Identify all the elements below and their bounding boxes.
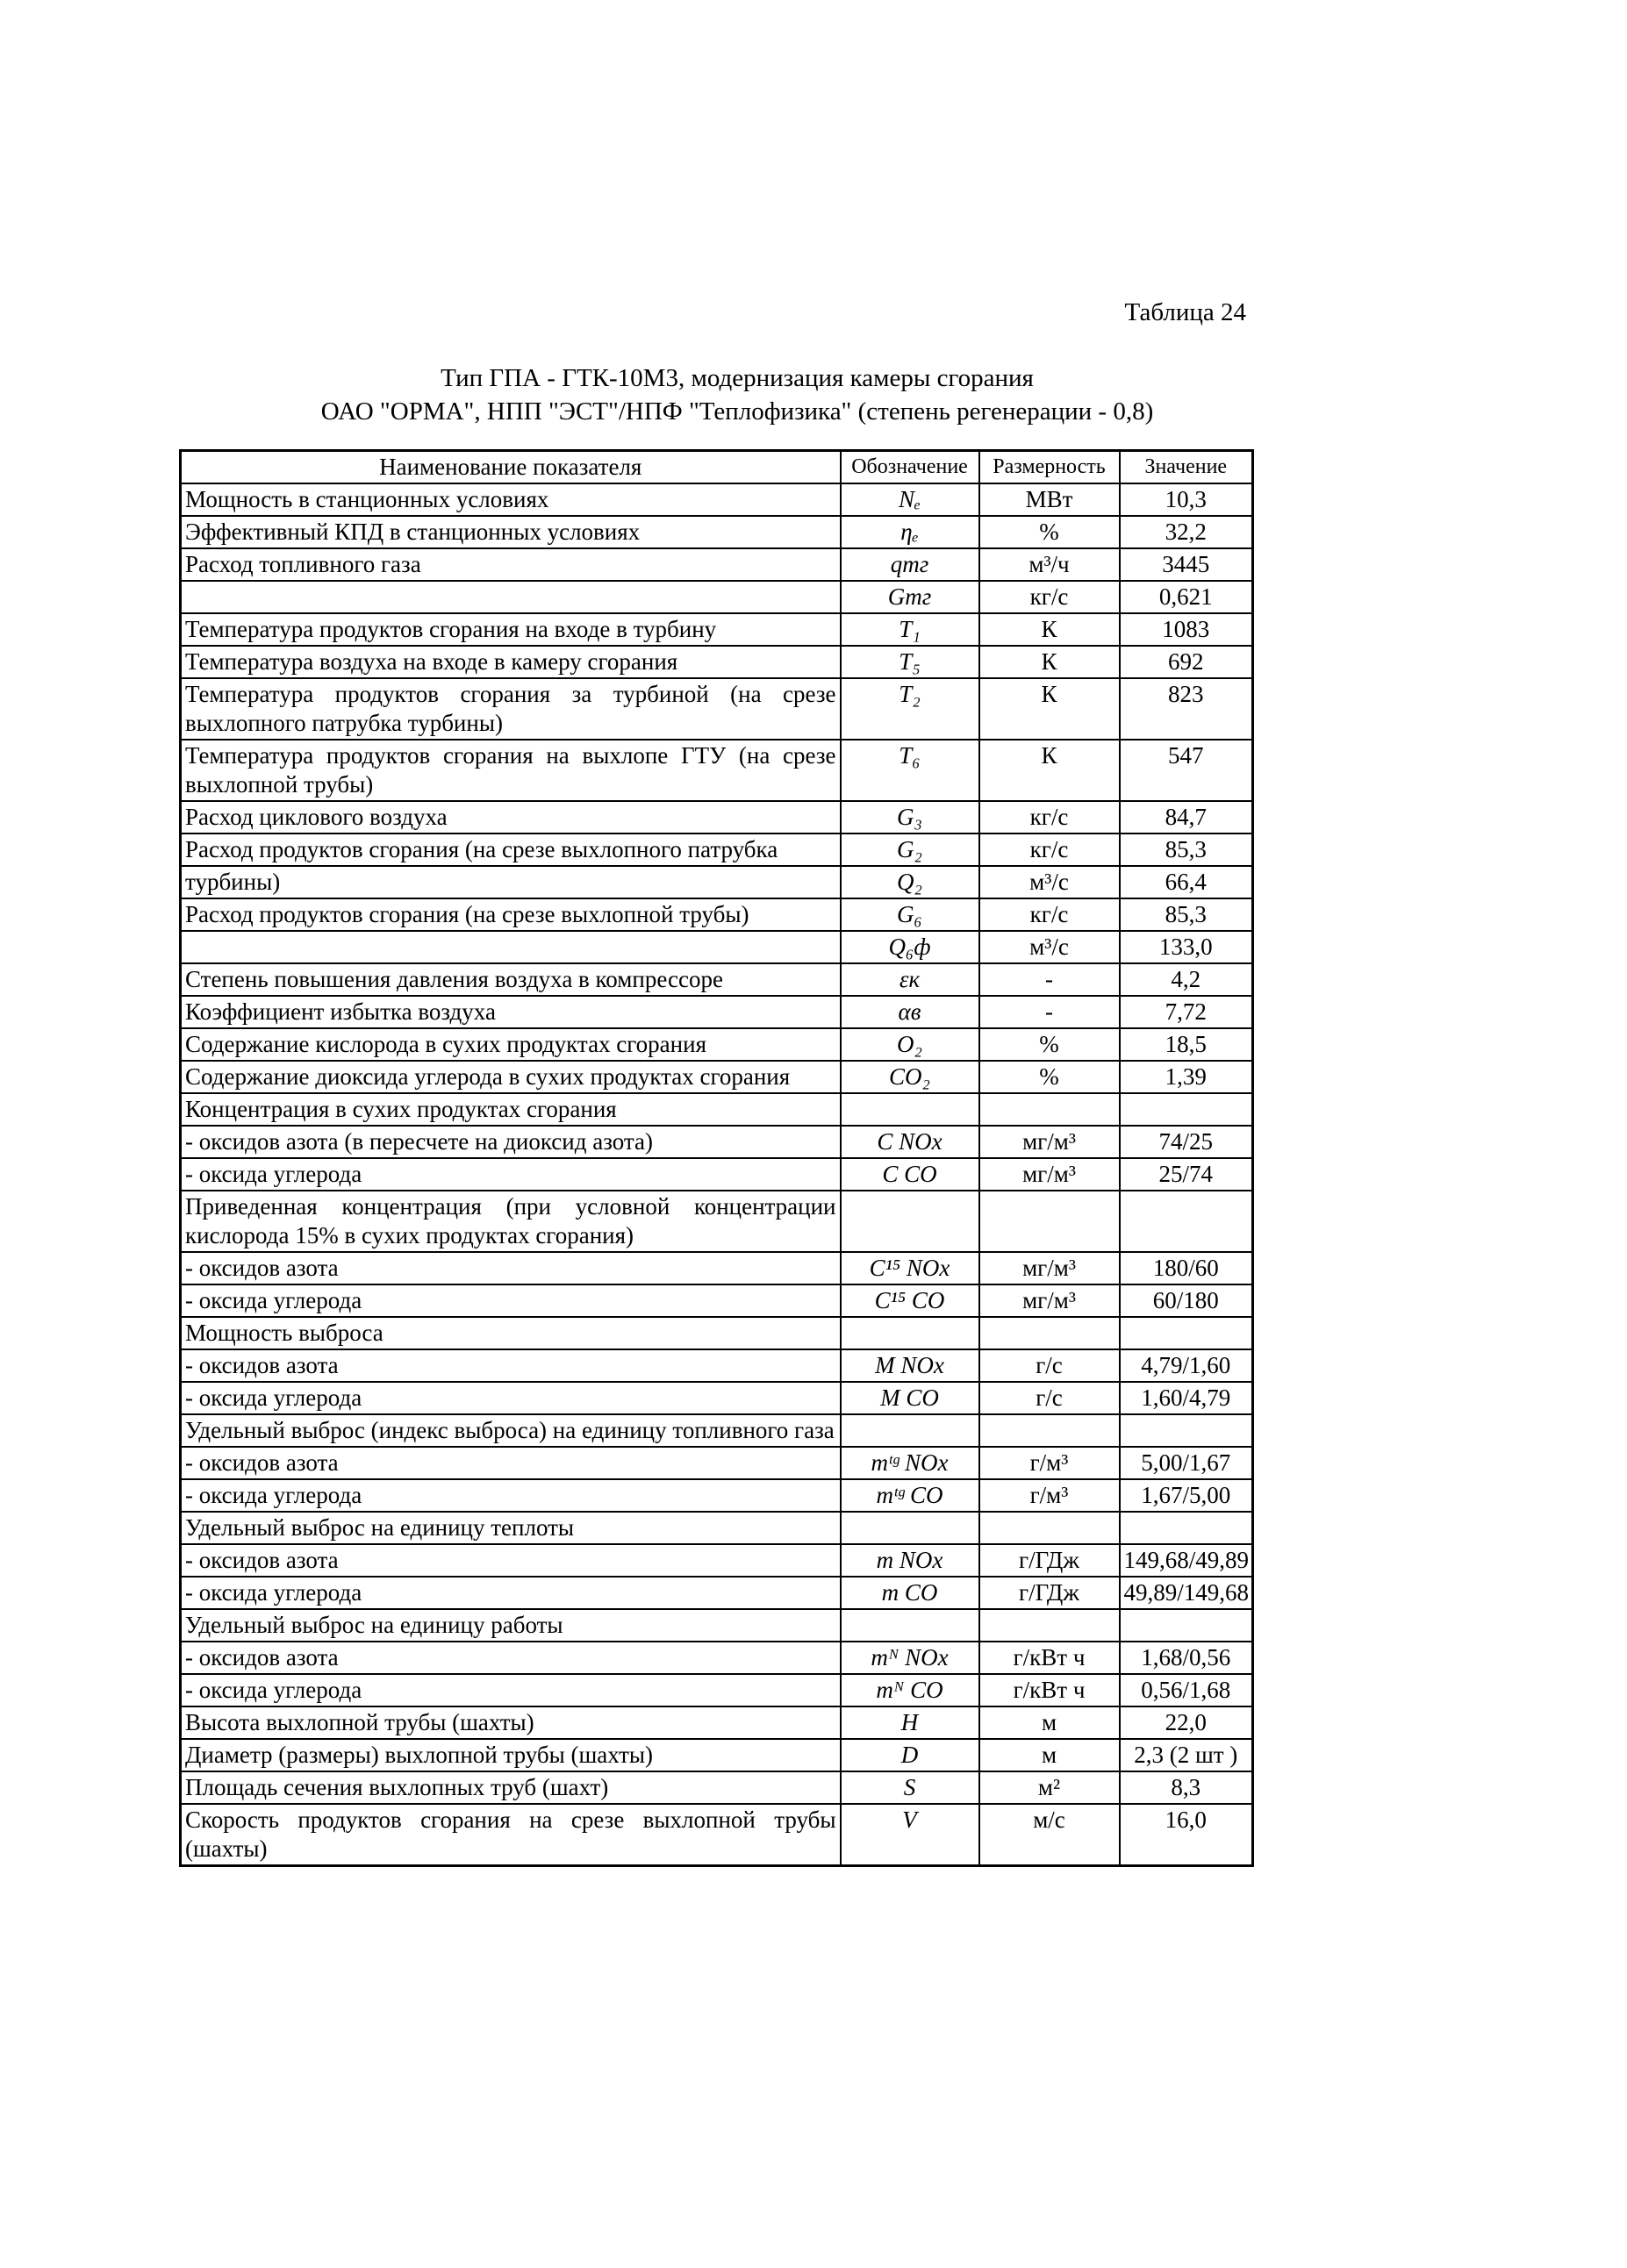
row-name-cell: - оксида углерода	[181, 1284, 841, 1317]
table-row	[181, 548, 1253, 581]
row-value-cell: 8,3	[1120, 1771, 1253, 1804]
table-row	[181, 834, 1253, 866]
table-row	[181, 1317, 1253, 1349]
row-unit-cell: К	[979, 613, 1120, 646]
row-unit-cell: г/ГДж	[979, 1544, 1120, 1577]
header-name: Наименование показателя	[181, 451, 841, 484]
row-name-cell: Эффективный КПД в станционных условиях	[181, 516, 841, 548]
row-unit-cell: кг/с	[979, 898, 1120, 931]
table-row	[181, 1061, 1253, 1093]
table-row	[181, 1252, 1253, 1284]
row-symbol-cell: T₆	[841, 740, 979, 801]
row-name-cell: Расход циклового воздуха	[181, 801, 841, 834]
title-line-1: Тип ГПА - ГТК-10М3, модернизация камеры сгорания	[441, 364, 1034, 392]
row-name-cell: Удельный выброс на единицу теплоты	[181, 1512, 841, 1544]
row-value-cell: 85,3	[1120, 898, 1253, 931]
row-name-cell: Удельный выброс на единицу работы	[181, 1609, 841, 1642]
row-symbol-cell: εк	[841, 963, 979, 996]
row-unit-cell	[979, 1317, 1120, 1349]
row-value-cell: 60/180	[1120, 1284, 1253, 1317]
row-name-cell	[181, 931, 841, 963]
row-name-cell: Содержание диоксида углерода в сухих продуктах сгорания	[181, 1061, 841, 1093]
table-row	[181, 1093, 1253, 1126]
row-value-cell: 3445	[1120, 548, 1253, 581]
table-row	[181, 581, 1253, 613]
row-unit-cell: м/с	[979, 1804, 1120, 1866]
title-line-2: ОАО "ОРМА", НПП "ЭСТ"/НПФ "Теплофизика" (степень регенерации - 0,8)	[320, 397, 1154, 426]
table-row	[181, 1577, 1253, 1609]
table-row	[181, 1771, 1253, 1804]
row-symbol-cell: Q₂	[841, 866, 979, 898]
row-value-cell: 1,67/5,00	[1120, 1479, 1253, 1512]
table-row	[181, 1512, 1253, 1544]
row-symbol-cell	[841, 1317, 979, 1349]
table-row	[181, 613, 1253, 646]
row-value-cell	[1120, 1191, 1253, 1252]
row-symbol-cell: T₂	[841, 678, 979, 740]
row-unit-cell: -	[979, 963, 1120, 996]
row-symbol-cell: O₂	[841, 1028, 979, 1061]
row-symbol-cell: Gтг	[841, 581, 979, 613]
parameters-table	[179, 449, 1254, 1867]
row-value-cell: 1083	[1120, 613, 1253, 646]
row-unit-cell: кг/с	[979, 581, 1120, 613]
row-symbol-cell	[841, 1414, 979, 1447]
row-symbol-cell: CO₂	[841, 1061, 979, 1093]
table-row	[181, 1349, 1253, 1382]
row-symbol-cell: Q₆ф	[841, 931, 979, 963]
row-symbol-cell: C¹⁵ CO	[841, 1284, 979, 1317]
header-unit: Размерность	[979, 451, 1120, 484]
row-symbol-cell: C NOx	[841, 1126, 979, 1158]
row-symbol-cell: mᵗᵍ NOx	[841, 1447, 979, 1479]
row-symbol-cell: αв	[841, 996, 979, 1028]
row-name-cell: турбины)	[181, 866, 841, 898]
row-unit-cell: К	[979, 646, 1120, 678]
row-name-cell: Площадь сечения выхлопных труб (шахт)	[181, 1771, 841, 1804]
row-unit-cell	[979, 1512, 1120, 1544]
table-row	[181, 1706, 1253, 1739]
row-unit-cell: К	[979, 740, 1120, 801]
row-name-cell: Расход продуктов сгорания (на срезе выхлопной трубы)	[181, 898, 841, 931]
row-unit-cell: мг/м³	[979, 1126, 1120, 1158]
row-unit-cell: -	[979, 996, 1120, 1028]
row-symbol-cell: G₆	[841, 898, 979, 931]
table-row	[181, 931, 1253, 963]
row-value-cell: 49,89/149,68	[1120, 1577, 1253, 1609]
row-symbol-cell	[841, 1191, 979, 1252]
row-unit-cell: мг/м³	[979, 1158, 1120, 1191]
row-unit-cell: г/м³	[979, 1447, 1120, 1479]
row-name-cell: - оксидов азота (в пересчете на диоксид азота)	[181, 1126, 841, 1158]
row-unit-cell: г/кВт ч	[979, 1674, 1120, 1706]
row-symbol-cell: m NOx	[841, 1544, 979, 1577]
row-symbol-cell	[841, 1512, 979, 1544]
row-value-cell: 74/25	[1120, 1126, 1253, 1158]
table-row	[181, 1414, 1253, 1447]
row-name-cell: Расход продуктов сгорания (на срезе выхлопного патрубка	[181, 834, 841, 866]
row-unit-cell: г/с	[979, 1349, 1120, 1382]
row-symbol-cell: m CO	[841, 1577, 979, 1609]
row-symbol-cell: Nₑ	[841, 483, 979, 516]
row-value-cell: 149,68/49,89	[1120, 1544, 1253, 1577]
row-name-cell: Мощность выброса	[181, 1317, 841, 1349]
table-row	[181, 1544, 1253, 1577]
row-value-cell: 0,621	[1120, 581, 1253, 613]
row-name-cell: Температура продуктов сгорания за турбиной (на срезе выхлопного патрубка турбины)	[181, 678, 841, 740]
row-unit-cell	[979, 1093, 1120, 1126]
table-row	[181, 1126, 1253, 1158]
row-unit-cell: кг/с	[979, 801, 1120, 834]
row-name-cell: Удельный выброс (индекс выброса) на единицу топливного газа	[181, 1414, 841, 1447]
row-unit-cell: м³/ч	[979, 548, 1120, 581]
row-value-cell: 7,72	[1120, 996, 1253, 1028]
table-row	[181, 801, 1253, 834]
row-unit-cell: кг/с	[979, 834, 1120, 866]
row-value-cell: 4,2	[1120, 963, 1253, 996]
row-symbol-cell: ηₑ	[841, 516, 979, 548]
row-value-cell: 823	[1120, 678, 1253, 740]
row-value-cell: 1,68/0,56	[1120, 1642, 1253, 1674]
table-title	[263, 361, 1211, 428]
row-unit-cell: %	[979, 1028, 1120, 1061]
table-row	[181, 1191, 1253, 1252]
row-symbol-cell: mᴺ CO	[841, 1674, 979, 1706]
row-name-cell: Коэффициент избытка воздуха	[181, 996, 841, 1028]
row-value-cell	[1120, 1093, 1253, 1126]
row-symbol-cell: mᴺ NOx	[841, 1642, 979, 1674]
table-row	[181, 1642, 1253, 1674]
row-symbol-cell: H	[841, 1706, 979, 1739]
row-symbol-cell: C¹⁵ NOx	[841, 1252, 979, 1284]
row-value-cell: 32,2	[1120, 516, 1253, 548]
row-symbol-cell: G₃	[841, 801, 979, 834]
table-row	[181, 1609, 1253, 1642]
row-name-cell: Температура продуктов сгорания на входе в турбину	[181, 613, 841, 646]
row-value-cell: 25/74	[1120, 1158, 1253, 1191]
row-value-cell: 84,7	[1120, 801, 1253, 834]
row-symbol-cell: M CO	[841, 1382, 979, 1414]
row-symbol-cell: qтг	[841, 548, 979, 581]
row-unit-cell: г/м³	[979, 1479, 1120, 1512]
table-row	[181, 1804, 1253, 1866]
row-value-cell: 18,5	[1120, 1028, 1253, 1061]
row-symbol-cell: T₅	[841, 646, 979, 678]
row-value-cell: 2,3 (2 шт )	[1120, 1739, 1253, 1771]
row-unit-cell	[979, 1191, 1120, 1252]
table-row	[181, 898, 1253, 931]
table-number: Таблица 24	[1124, 298, 1246, 326]
row-symbol-cell: D	[841, 1739, 979, 1771]
row-name-cell: - оксидов азота	[181, 1252, 841, 1284]
table-row	[181, 1382, 1253, 1414]
row-unit-cell: м³/с	[979, 866, 1120, 898]
row-value-cell: 1,60/4,79	[1120, 1382, 1253, 1414]
table-row	[181, 646, 1253, 678]
row-name-cell: Температура продуктов сгорания на выхлопе ГТУ (на срезе выхлопной трубы)	[181, 740, 841, 801]
row-value-cell: 16,0	[1120, 1804, 1253, 1866]
row-name-cell: - оксида углерода	[181, 1382, 841, 1414]
header-value: Значение	[1120, 451, 1253, 484]
table-row	[181, 996, 1253, 1028]
row-symbol-cell: V	[841, 1804, 979, 1866]
row-value-cell: 5,00/1,67	[1120, 1447, 1253, 1479]
row-value-cell: 692	[1120, 646, 1253, 678]
table-row	[181, 1028, 1253, 1061]
row-value-cell: 66,4	[1120, 866, 1253, 898]
table-row	[181, 1447, 1253, 1479]
row-name-cell: Приведенная концентрация (при условной концентрации кислорода 15% в сухих продуктах сгорания)	[181, 1191, 841, 1252]
row-name-cell: Концентрация в сухих продуктах сгорания	[181, 1093, 841, 1126]
row-unit-cell: %	[979, 516, 1120, 548]
row-value-cell: 10,3	[1120, 483, 1253, 516]
row-name-cell: - оксидов азота	[181, 1642, 841, 1674]
row-unit-cell: г/с	[979, 1382, 1120, 1414]
row-value-cell	[1120, 1414, 1253, 1447]
row-name-cell	[181, 581, 841, 613]
row-unit-cell: м²	[979, 1771, 1120, 1804]
table-row	[181, 963, 1253, 996]
row-unit-cell: МВт	[979, 483, 1120, 516]
table-row	[181, 866, 1253, 898]
row-symbol-cell	[841, 1093, 979, 1126]
row-name-cell: - оксида углерода	[181, 1577, 841, 1609]
table-row	[181, 483, 1253, 516]
row-name-cell: Мощность в станционных условиях	[181, 483, 841, 516]
row-value-cell: 22,0	[1120, 1706, 1253, 1739]
table-row	[181, 516, 1253, 548]
row-name-cell: Скорость продуктов сгорания на срезе выхлопной трубы (шахты)	[181, 1804, 841, 1866]
row-unit-cell: г/ГДж	[979, 1577, 1120, 1609]
row-unit-cell: К	[979, 678, 1120, 740]
table-body	[181, 483, 1253, 1866]
row-unit-cell: м³/с	[979, 931, 1120, 963]
row-value-cell: 133,0	[1120, 931, 1253, 963]
row-name-cell: - оксидов азота	[181, 1544, 841, 1577]
row-unit-cell: м	[979, 1739, 1120, 1771]
table-row	[181, 1739, 1253, 1771]
table-row	[181, 678, 1253, 740]
row-unit-cell: м	[979, 1706, 1120, 1739]
row-unit-cell	[979, 1609, 1120, 1642]
row-name-cell: - оксида углерода	[181, 1674, 841, 1706]
row-value-cell: 0,56/1,68	[1120, 1674, 1253, 1706]
row-symbol-cell: T₁	[841, 613, 979, 646]
row-name-cell: - оксида углерода	[181, 1479, 841, 1512]
row-name-cell: Степень повышения давления воздуха в компрессоре	[181, 963, 841, 996]
row-symbol-cell: mᵗᵍ CO	[841, 1479, 979, 1512]
table-row	[181, 1158, 1253, 1191]
row-unit-cell: %	[979, 1061, 1120, 1093]
row-unit-cell: мг/м³	[979, 1284, 1120, 1317]
table-row	[181, 1284, 1253, 1317]
row-symbol-cell: S	[841, 1771, 979, 1804]
row-symbol-cell: G₂	[841, 834, 979, 866]
row-symbol-cell: M NOx	[841, 1349, 979, 1382]
header-symbol: Обозначение	[841, 451, 979, 484]
row-symbol-cell	[841, 1609, 979, 1642]
row-name-cell: - оксидов азота	[181, 1349, 841, 1382]
row-unit-cell: г/кВт ч	[979, 1642, 1120, 1674]
table-header-row	[181, 451, 1253, 484]
row-value-cell: 547	[1120, 740, 1253, 801]
table-row	[181, 1674, 1253, 1706]
row-value-cell: 4,79/1,60	[1120, 1349, 1253, 1382]
row-value-cell	[1120, 1609, 1253, 1642]
table-row	[181, 1479, 1253, 1512]
row-symbol-cell: C CO	[841, 1158, 979, 1191]
row-value-cell: 85,3	[1120, 834, 1253, 866]
row-value-cell	[1120, 1317, 1253, 1349]
row-unit-cell	[979, 1414, 1120, 1447]
row-value-cell: 180/60	[1120, 1252, 1253, 1284]
row-name-cell: - оксидов азота	[181, 1447, 841, 1479]
row-name-cell: Диаметр (размеры) выхлопной трубы (шахты)	[181, 1739, 841, 1771]
row-name-cell: Содержание кислорода в сухих продуктах сгорания	[181, 1028, 841, 1061]
row-unit-cell: мг/м³	[979, 1252, 1120, 1284]
row-name-cell: Температура воздуха на входе в камеру сгорания	[181, 646, 841, 678]
row-value-cell	[1120, 1512, 1253, 1544]
row-name-cell: - оксида углерода	[181, 1158, 841, 1191]
row-value-cell: 1,39	[1120, 1061, 1253, 1093]
table-row	[181, 740, 1253, 801]
row-name-cell: Высота выхлопной трубы (шахты)	[181, 1706, 841, 1739]
row-name-cell: Расход топливного газа	[181, 548, 841, 581]
